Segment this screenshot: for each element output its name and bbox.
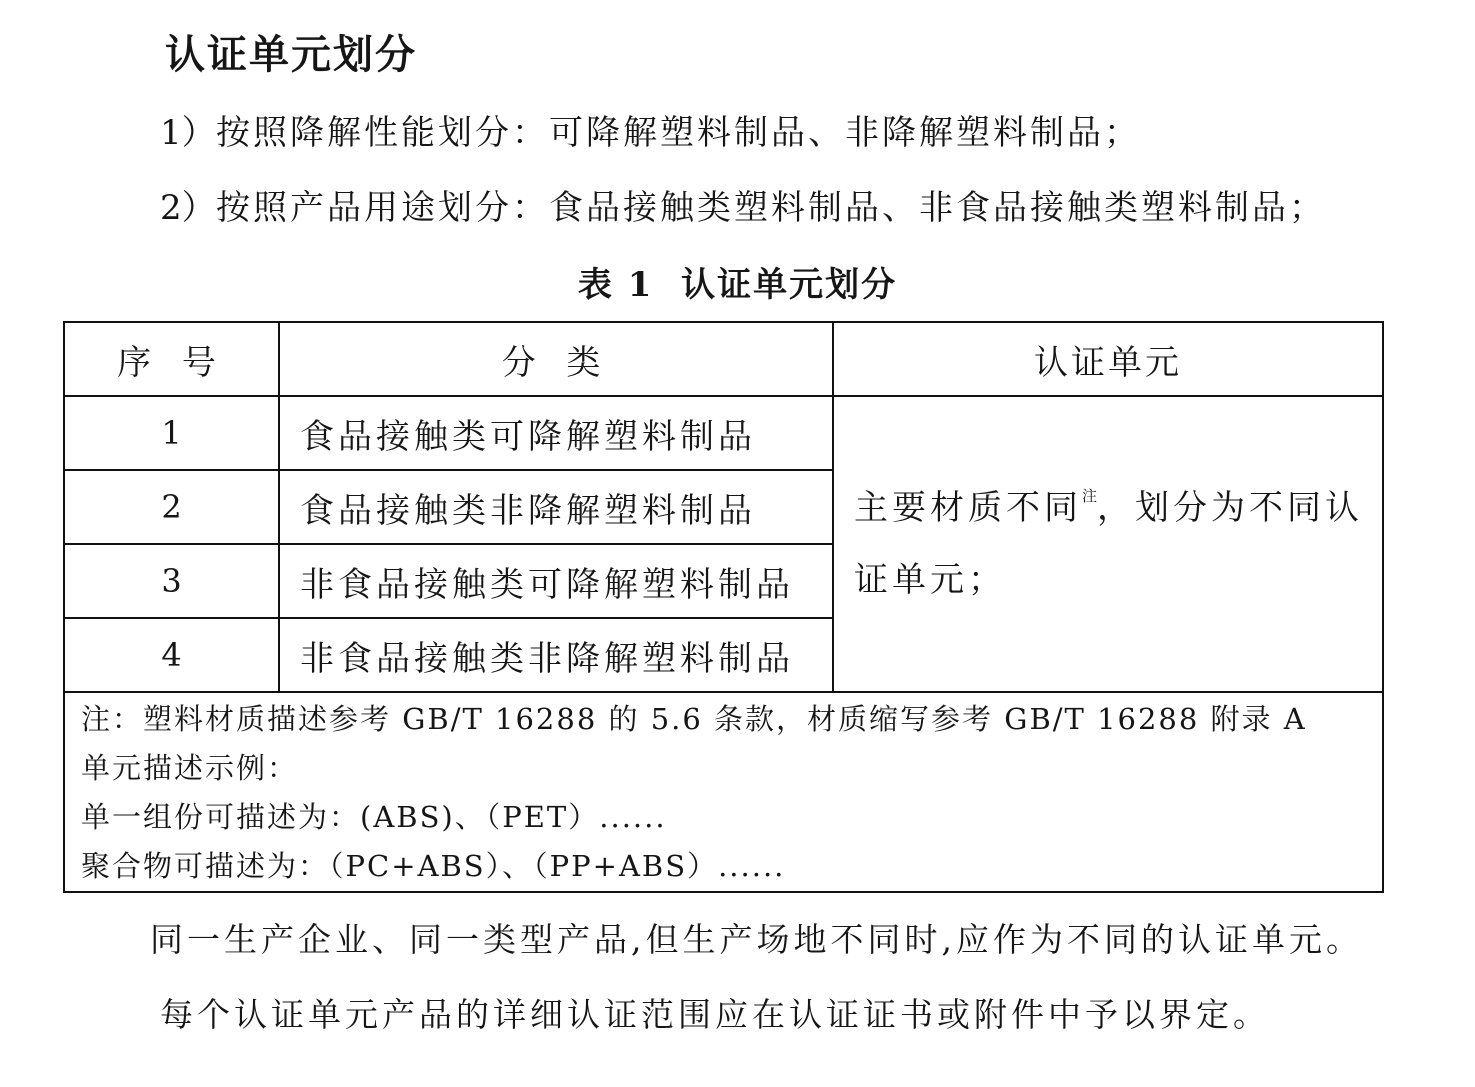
row-number: 1 — [64, 396, 279, 470]
table-notes-row — [64, 692, 1383, 892]
list-item-text: 按照降解性能划分：可降解塑料制品、非降解塑料制品； — [216, 113, 1141, 153]
note-line: 聚合物可描述为：（PC+ABS）、（PP+ABS）...... — [81, 849, 786, 883]
note-line: 单一组份可描述为：(ABS)、（PET）...... — [81, 800, 667, 834]
note-marker: 注 — [1082, 487, 1098, 505]
unit-text-after: ，划分为不同认证单元； — [854, 488, 1364, 600]
row-number: 2 — [64, 470, 279, 544]
table-header-row — [64, 322, 1383, 396]
table-caption: 表 1 认证单元划分 — [577, 265, 898, 305]
row-category: 非食品接触类可降解塑料制品 — [279, 544, 833, 618]
table-row — [64, 396, 1383, 470]
note-line: 单元描述示例： — [81, 751, 299, 785]
unit-division-cell — [833, 396, 1383, 692]
table-notes-cell — [64, 692, 1383, 892]
list-item-marker: 1） — [160, 113, 216, 153]
row-category: 非食品接触类非降解塑料制品 — [279, 618, 833, 692]
row-category: 食品接触类非降解塑料制品 — [279, 470, 833, 544]
paragraph: 每个认证单元产品的详细认证范围应在认证证书或附件中予以界定。 — [160, 995, 1270, 1034]
list-item — [160, 110, 1141, 156]
section-heading: 认证单元划分 — [165, 31, 417, 78]
note-line: 注：塑料材质描述参考 GB/T 16288 的 5.6 条款，材质缩写参考 GB/T 16288 附录 A — [81, 702, 1307, 736]
header-certification-unit: 认证单元 — [833, 322, 1383, 396]
row-category: 食品接触类可降解塑料制品 — [279, 396, 833, 470]
header-serial-number: 序 号 — [64, 322, 279, 396]
paragraph: 同一生产企业、同一类型产品,但生产场地不同时,应作为不同的认证单元。 — [150, 920, 1363, 959]
list-item-text: 按照产品用途划分：食品接触类塑料制品、非食品接触类塑料制品； — [216, 188, 1326, 228]
unit-text-before: 主要材质不同 — [854, 488, 1082, 528]
header-category: 分 类 — [279, 322, 833, 396]
row-number: 3 — [64, 544, 279, 618]
certification-unit-table — [63, 321, 1384, 893]
list-item — [160, 185, 1326, 231]
list-item-marker: 2） — [160, 188, 216, 228]
row-number: 4 — [64, 618, 279, 692]
